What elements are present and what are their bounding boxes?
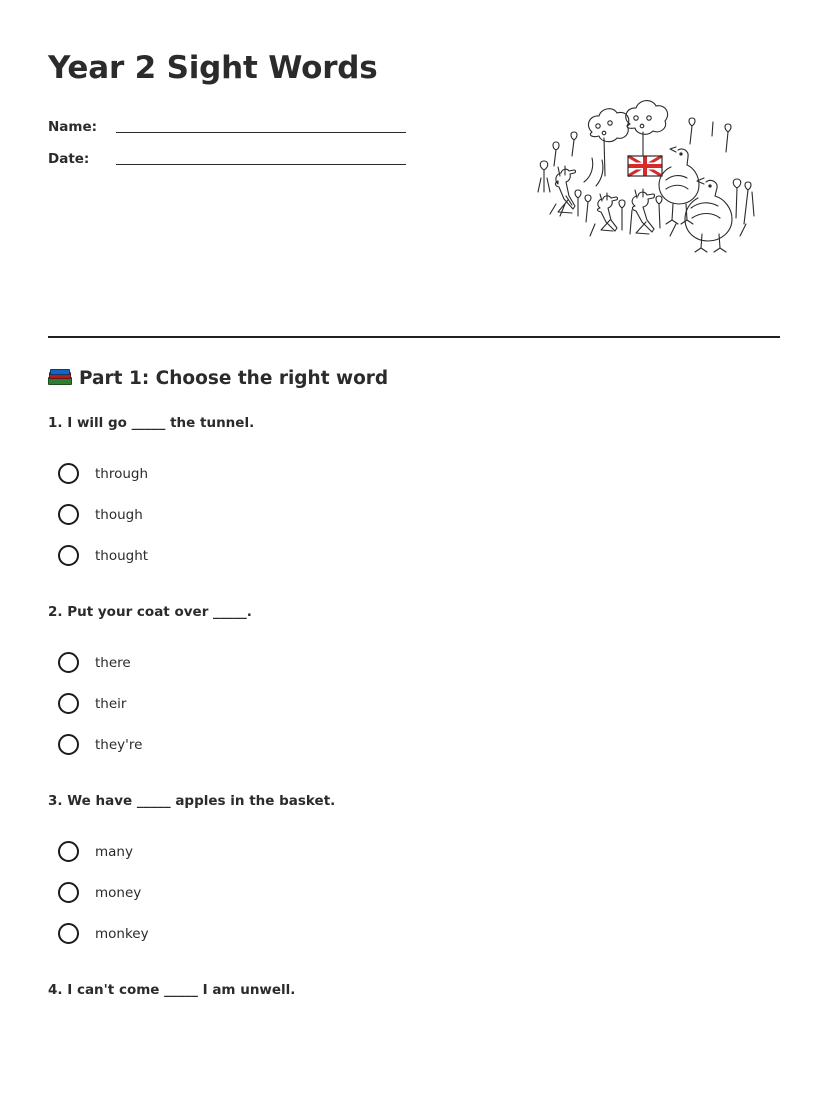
question-text: 2. Put your coat over _____. (48, 604, 252, 620)
part-1-section (48, 368, 780, 1026)
question-text: 4. I can't come _____ I am unwell. (48, 982, 296, 998)
radio-button[interactable] (58, 652, 79, 673)
page-title: Year 2 Sight Words (48, 50, 378, 86)
option-label: monkey (95, 925, 149, 942)
options-list (48, 642, 780, 765)
option-label: money (95, 884, 142, 901)
option-label: their (95, 695, 127, 712)
option-label: through (95, 465, 149, 482)
option-row[interactable] (58, 724, 780, 765)
question-4 (48, 982, 780, 998)
radio-button[interactable] (58, 882, 79, 903)
radio-button[interactable] (58, 841, 79, 862)
radio-button[interactable] (58, 463, 79, 484)
australian-bush-scene-icon (530, 96, 770, 256)
radio-button[interactable] (58, 923, 79, 944)
radio-button[interactable] (58, 504, 79, 525)
question-text: 1. I will go _____ the tunnel. (48, 415, 255, 431)
books-icon (48, 369, 70, 388)
options-list (48, 831, 780, 954)
option-row[interactable] (58, 913, 780, 954)
radio-button[interactable] (58, 545, 79, 566)
radio-button[interactable] (58, 734, 79, 755)
options-list (48, 453, 780, 576)
question-1 (48, 415, 780, 576)
option-label: they're (95, 736, 143, 753)
question-2 (48, 604, 780, 765)
option-row[interactable] (58, 453, 780, 494)
option-label: thought (95, 547, 149, 564)
option-row[interactable] (58, 642, 780, 683)
option-row[interactable] (58, 831, 780, 872)
option-label: many (95, 843, 133, 860)
name-input-line[interactable] (116, 131, 406, 133)
date-input-line[interactable] (116, 163, 406, 165)
part-1-heading-text: Part 1: Choose the right word (79, 368, 389, 389)
name-label: Name: (48, 119, 98, 136)
option-row[interactable] (58, 872, 780, 913)
question-text: 3. We have _____ apples in the basket. (48, 793, 336, 809)
question-3 (48, 793, 780, 954)
part-1-heading (48, 368, 780, 389)
union-jack-flag-icon (628, 156, 662, 176)
option-row[interactable] (58, 494, 780, 535)
radio-button[interactable] (58, 693, 79, 714)
option-row[interactable] (58, 683, 780, 724)
option-label: though (95, 506, 143, 523)
option-label: there (95, 654, 131, 671)
section-divider (48, 336, 780, 338)
date-label: Date: (48, 151, 90, 168)
option-row[interactable] (58, 535, 780, 576)
